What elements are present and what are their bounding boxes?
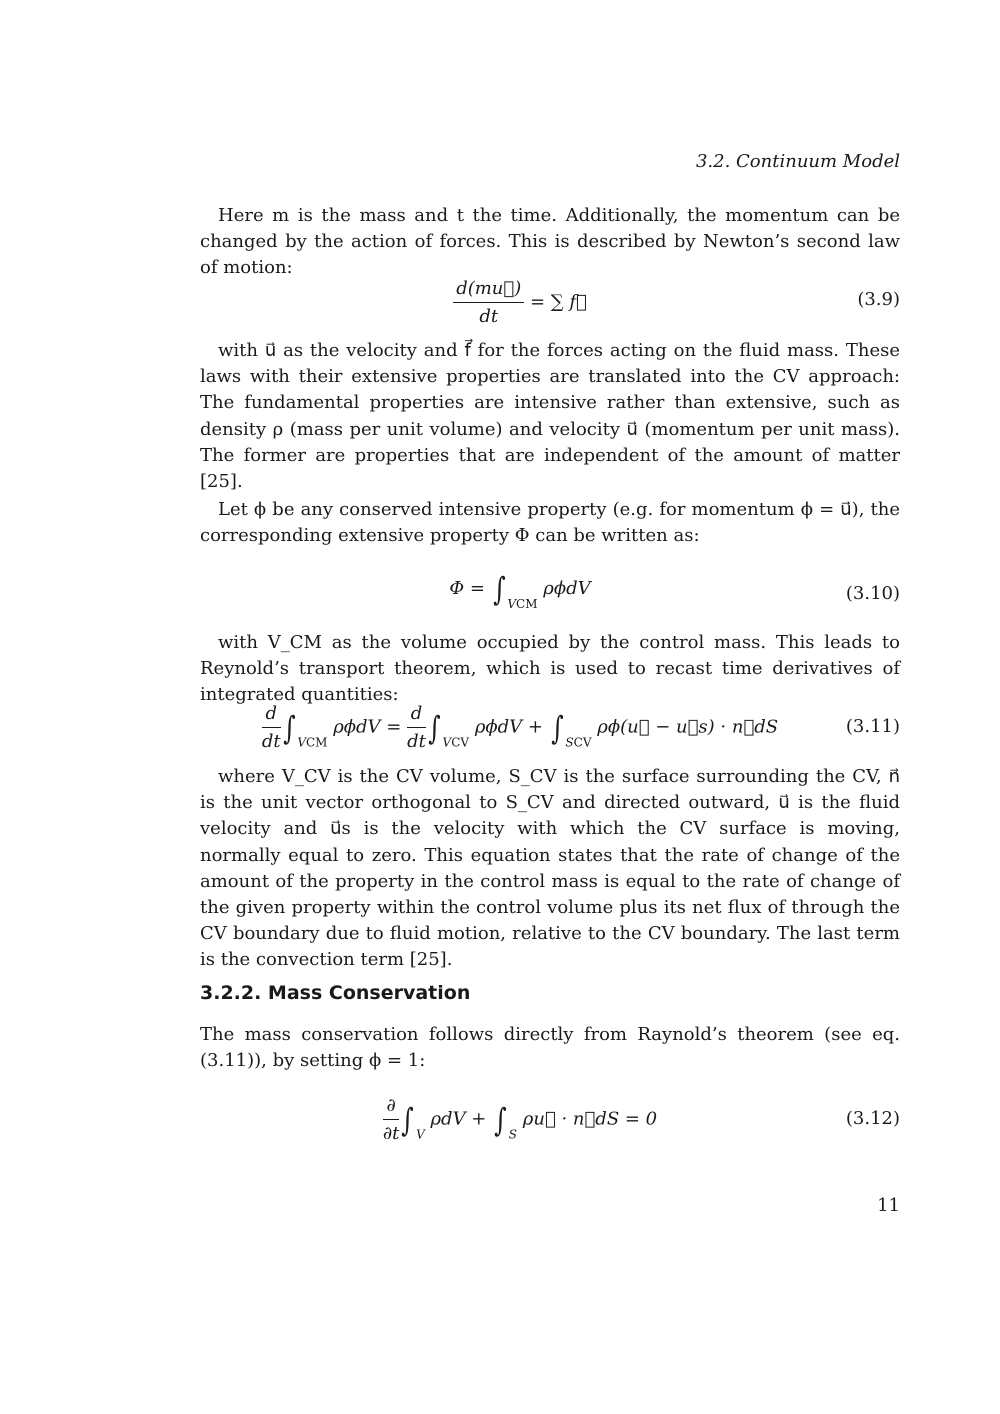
equation-3-12 bbox=[200, 1095, 900, 1155]
paragraph-mass-conservation: The mass conservation follows directly from Raynold’s theorem (see eq. (3.11)), by setting ϕ = 1: bbox=[200, 1024, 900, 1072]
integral-sign: ∫ bbox=[401, 1100, 414, 1139]
section-heading: 3.2.2. Mass Conservation bbox=[200, 982, 471, 1004]
equation-number: (3.12) bbox=[845, 1108, 900, 1129]
fraction: $\frac{d}{dt}$ bbox=[407, 703, 426, 752]
equation-term: ρdV + bbox=[430, 1108, 487, 1130]
equation-number: (3.11) bbox=[845, 716, 900, 737]
equation-rhs: = ∑ f⃗ bbox=[529, 291, 587, 313]
integral-subscript: S bbox=[508, 1127, 518, 1142]
paragraph-cv-explanation: where V_CV is the CV volume, S_CV is the surface surrounding the CV, n⃗ is the unit vector orthogonal to S_CV and directed outward, u⃗ is the fluid velocity and u⃗s is the velocity with which the CV surface is moving, normally equal to zero. This equation states that the rate of change of the amount of the property in the control mass is equal to the rate of change of the given property within the control volume plus its net flux of through the CV boundary due to fluid motion, relative to the CV boundary. The last term is the convection term [25]. bbox=[200, 766, 900, 971]
paragraph-intensive-properties: with u⃗ as the velocity and f⃗ for the forces acting on the fluid mass. These laws with their extensive properties are translated into the CV approach: The fundamental properties are intensive rather than extensive, such as density ρ (mass per unit volume) and velocity u⃗ (momentum per unit mass). The former are properties that are independent of the amount of matter [25]. bbox=[200, 340, 900, 493]
equation-lhs: Φ = bbox=[449, 578, 485, 599]
equation-3-9 bbox=[200, 278, 900, 338]
paragraph-newton-intro: Here m is the mass and t the time. Additionally, the momentum can be changed by the action of forces. This is described by Newton’s second law of motion: bbox=[200, 205, 900, 279]
integral-sign: ∫ bbox=[494, 1100, 507, 1139]
integral-subscript: VCM bbox=[297, 735, 328, 750]
running-head: 3.2. Continuum Model bbox=[695, 151, 900, 172]
integrand: ρϕdV bbox=[543, 578, 591, 599]
equation-term: ρϕdV + bbox=[474, 716, 543, 738]
fraction bbox=[453, 278, 524, 327]
fraction: $\frac{\partial}{\partial t}$ bbox=[382, 1095, 400, 1144]
equation-term: ρϕ(u⃗ − u⃗s) · n⃗dS bbox=[597, 716, 779, 738]
equation-body bbox=[200, 703, 840, 752]
paragraph-conserved-property: Let ϕ be any conserved intensive property (e.g. for momentum ϕ = u⃗), the corresponding extensive property Φ can be written as: bbox=[200, 499, 900, 547]
integral-sign: ∫ bbox=[282, 708, 296, 747]
equation-3-11 bbox=[200, 703, 900, 763]
equation-body bbox=[200, 278, 840, 327]
numerator: d(mu⃗) bbox=[453, 278, 524, 303]
page-number: 11 bbox=[877, 1195, 900, 1216]
equation-number: (3.9) bbox=[857, 289, 900, 310]
denominator: dt bbox=[479, 306, 499, 327]
integral-subscript: VCV bbox=[442, 735, 470, 750]
equation-number: (3.10) bbox=[845, 583, 900, 604]
equation-term: ρu⃗ · n⃗dS = 0 bbox=[522, 1108, 658, 1130]
integral-sign: ∫ bbox=[550, 708, 564, 747]
equation-term: ρϕdV = bbox=[333, 716, 402, 738]
equation-3-10 bbox=[200, 570, 900, 630]
integral-subscript: SCV bbox=[565, 735, 592, 750]
equation-body bbox=[200, 570, 840, 611]
integral-subscript: VCM bbox=[507, 597, 538, 611]
equation-body bbox=[200, 1095, 840, 1144]
integral-sign: ∫ bbox=[427, 708, 441, 747]
paragraph-reynolds-transport: with V_CM as the volume occupied by the control mass. This leads to Reynold’s transport theorem, which is used to recast time derivatives of integrated quantities: bbox=[200, 632, 900, 706]
fraction: $\frac{d}{dt}$ bbox=[261, 703, 281, 752]
integral-sign: ∫ bbox=[492, 570, 506, 608]
integral-subscript: V bbox=[416, 1127, 425, 1142]
